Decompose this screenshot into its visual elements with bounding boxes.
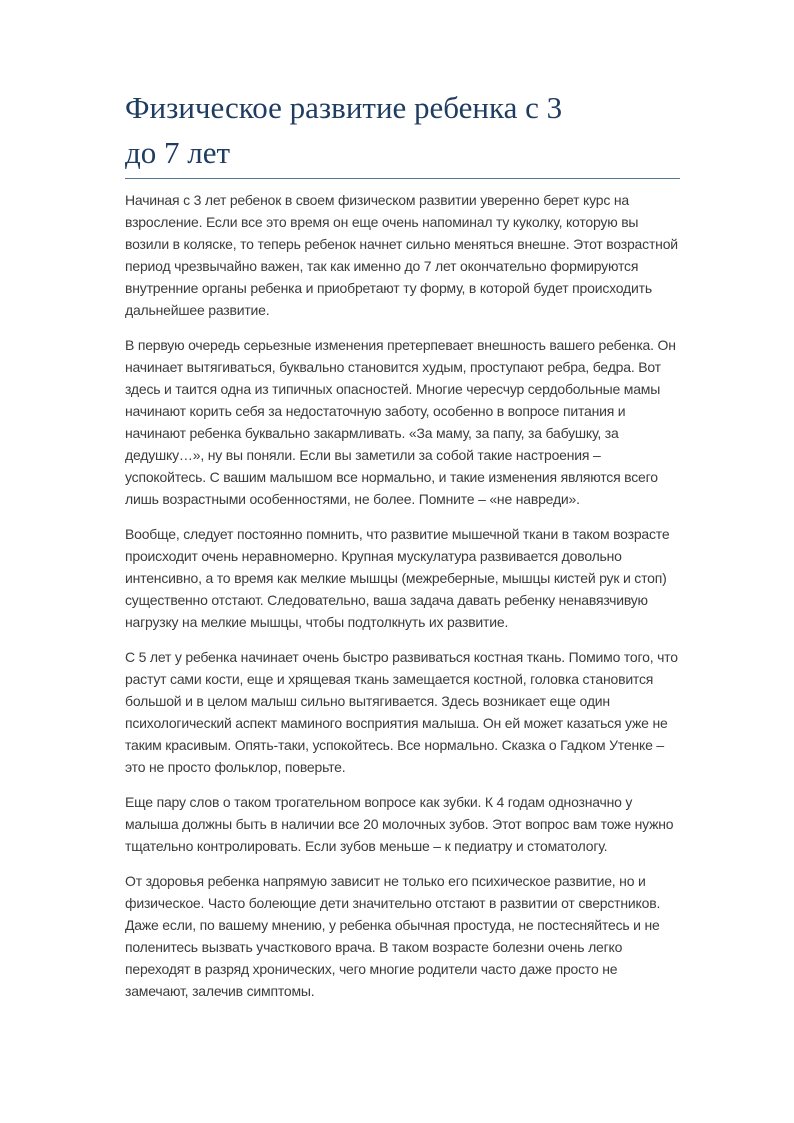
document-body <box>125 189 680 1002</box>
body-paragraph: Еще пару слов о таком трогательном вопросе как зубки. К 4 годам однозначно у малыша должны быть в наличии все 20 молочных зубов. Этот вопрос вам тоже нужно тщательно контролировать. Если зубов меньше – к педиатру и стоматологу. <box>125 794 674 854</box>
page-title <box>125 85 680 178</box>
body-paragraph: С 5 лет у ребенка начинает очень быстро развиваться костная ткань. Помимо того, что растут сами кости, еще и хрящевая ткань замещается костной, головка становится большой и в целом малыш сильно вытягивается. Здесь возникает еще один психологический аспект маминого восприятия малыша. Он ей может казаться уже не таким красивым. Опять-таки, успокойтесь. Все нормально. Сказка о Гадком Утенке – это не просто фольклор, поверьте. <box>125 649 678 775</box>
page-title-line-1: Физическое развитие ребенка с 3 <box>125 90 563 125</box>
body-paragraph: От здоровья ребенка напрямую зависит не только его психическое развитие, но и физическое. Часто болеющие дети значительно отстают в развитии от сверстников. Даже если, по вашему мнению, у ребенка обычная простуда, не постесняйтесь и не поленитесь вызвать участкового врача. В таком возрасте болезни очень легко переходят в разряд хронических, чего многие родители часто даже просто не замечают, залечив симптомы. <box>125 873 661 999</box>
body-paragraph: В первую очередь серьезные изменения претерпевает внешность вашего ребенка. Он начинает вытягиваться, буквально становится худым, проступают ребра, бедра. Вот здесь и таится одна из типичных опасностей. Многие чересчур сердобольные мамы начинают корить себя за недостаточную заботу, особенно в вопросе питания и начинают ребенка буквально закармливать. «За маму, за папу, за бабушку, за дедушку…», ну вы поняли. Если вы заметили за собой такие настроения – успокойтесь. С вашим малышом все нормально, и такие изменения являются всего лишь возрастными особенностями, не более. Помните – «не навреди». <box>125 337 676 507</box>
page-title-line-2: до 7 лет <box>125 135 231 170</box>
body-paragraph: Начиная с 3 лет ребенок в своем физическом развитии уверенно берет курс на взросление. Если все это время он еще очень напоминал ту куколку, которую вы возили в коляске, то теперь ребенок начнет сильно меняться внешне. Этот возрастной период чрезвычайно важен, так как именно до 7 лет окончательно формируются внутренние органы ребенка и приобретают ту форму, в которой будет происходить дальнейшее развитие. <box>125 192 678 318</box>
title-rule <box>125 178 680 179</box>
body-paragraph: Вообще, следует постоянно помнить, что развитие мышечной ткани в таком возрасте происходит очень неравномерно. Крупная мускулатура развивается довольно интенсивно, а то время как мелкие мышцы (межреберные, мышцы кистей рук и стоп) существенно отстают. Следовательно, ваша задача давать ребенку ненавязчивую нагрузку на мелкие мышцы, чтобы подтолкнуть их развитие. <box>125 526 670 630</box>
